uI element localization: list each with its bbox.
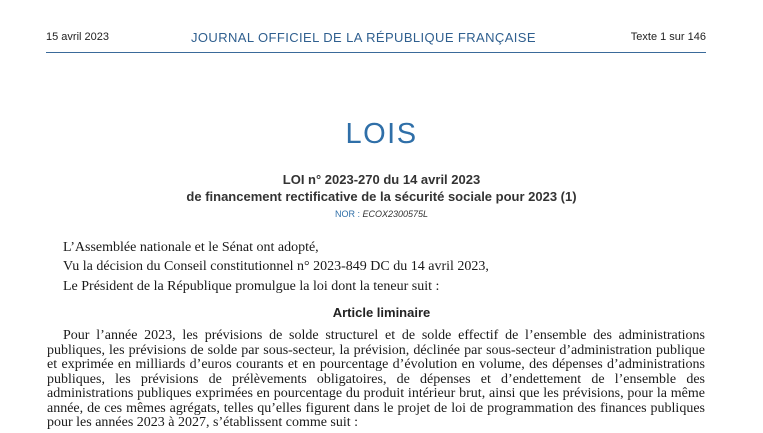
preamble-line-2: Vu la décision du Conseil constitutionnel n° 2023-849 DC du 14 avril 2023, <box>63 259 489 274</box>
nor-reference <box>0 209 763 219</box>
nor-code: ECOX2300575L <box>362 209 429 219</box>
section-title: LOIS <box>345 118 418 150</box>
preamble-line-1: L’Assemblée nationale et le Sénat ont adopté, <box>63 240 319 255</box>
nor-label: NOR : <box>334 209 363 219</box>
preamble-line-3: Le Président de la République promulgue la loi dont la teneur suit : <box>63 279 440 294</box>
article-paragraph: Pour l’année 2023, les prévisions de solde structurel et de solde effectif de l’ensemble des administrations publiques, les prévisions de solde par sous-secteur, la prévision, déclinée par sous-secteur d’administration publique et exprimée en milliards d’euros courants et en pourcentage d’évolution en volume, des dépenses d’administrations publiques, les prévisions de prélèvements obligatoires, de dépenses et d’endettement de l’ensemble des administrations publiques exprimées en pourcentage du produit intérieur brut, ainsi que les prévisions, pour la même année, de ces mêmes agrégats, telles qu’elles figurent dans le projet de loi de programmation des finances publiques pour les années 2023 à 2027, s’établissent comme suit : <box>47 328 705 430</box>
law-title-line-2: de financement rectificative de la sécurité sociale pour 2023 (1) <box>186 189 577 204</box>
page-header <box>0 0 763 60</box>
publication-date: 15 avril 2023 <box>46 31 109 43</box>
law-title <box>0 171 763 205</box>
header-divider <box>46 52 706 53</box>
article-title: Article liminaire <box>332 305 431 320</box>
text-counter: Texte 1 sur 146 <box>630 31 706 43</box>
journal-title: JOURNAL OFFICIEL DE LA RÉPUBLIQUE FRANÇAISE <box>191 30 536 45</box>
law-title-line-1: LOI n° 2023-270 du 14 avril 2023 <box>282 172 481 187</box>
